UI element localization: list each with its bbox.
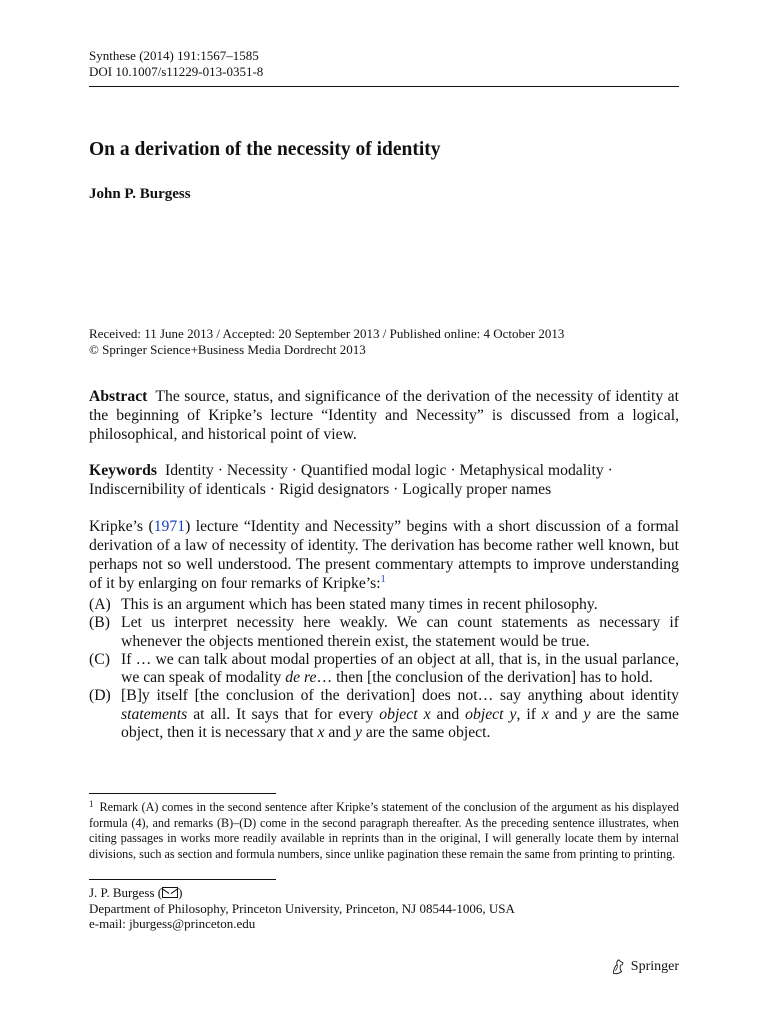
journal-citation: Synthese (2014) 191:1567–1585 (89, 48, 259, 63)
envelope-icon[interactable] (162, 887, 178, 898)
author-affiliation (89, 885, 679, 932)
remark-text (121, 651, 679, 688)
affiliation-name: J. P. Burgess ( (89, 885, 163, 900)
remark-text-part: and (430, 705, 466, 723)
citation-link[interactable]: 1971 (153, 518, 186, 535)
remark-text-part: at all. It says that for every (187, 705, 380, 723)
remark-italic: y (583, 705, 591, 723)
author-name: John P. Burgess (89, 186, 191, 202)
email[interactable]: e-mail: jburgess@princeton.edu (89, 916, 256, 931)
remark-italic: x (317, 724, 325, 742)
header-rule (89, 86, 679, 87)
remark-text-part: are the same object. (361, 724, 491, 742)
remark-marker: (C) (89, 650, 110, 668)
intro-text: ) lecture “Identity and Necessity” begins with a short discussion of a formal derivation of a law of necessity of identity. The derivation has become rather well known, but perhaps not so well understood. The present commentary attempts to improve understanding of it by enlarging on four remarks of Kripke’s: (89, 518, 679, 592)
remark-italic: y (354, 724, 362, 742)
abstract-text: The source, status, and significance of the derivation of the necessity of identity at the beginning of Kripke’s lecture “Identity and Necessity” is discussed from a logical, philosophical, and historical point of view. (89, 388, 679, 443)
remark-b (89, 614, 679, 651)
copyright-line: © Springer Science+Business Media Dordrecht 2013 (89, 342, 366, 357)
keywords-line-1: Identity · Necessity · Quantified modal logic · Metaphysical modality · (164, 462, 613, 479)
keywords (89, 461, 679, 499)
remark-marker: (B) (89, 614, 110, 632)
remark-text-part: are the same object, then it is necessary that (121, 705, 679, 742)
publisher-logo (609, 958, 679, 976)
remark-text-part: and (548, 705, 584, 723)
footnote-rule (89, 793, 276, 794)
dates-line: Received: 11 June 2013 / Accepted: 20 September 2013 / Published online: 4 October 2013 (89, 326, 565, 341)
intro-paragraph (89, 517, 679, 593)
keywords-line-2: Indiscernibility of identicals · Rigid designators · Logically proper names (89, 481, 552, 498)
affiliation-rule (89, 879, 276, 880)
paper-title: On a derivation of the necessity of identity (89, 139, 441, 160)
intro-text-start: Kripke’s ( (89, 518, 154, 535)
remark-text-part: , if (516, 705, 542, 723)
springer-horse-icon (609, 958, 627, 976)
publication-history (89, 326, 679, 358)
remark-d (89, 687, 679, 742)
abstract (89, 387, 679, 444)
remark-text: This is an argument which has been stated many times in recent philosophy. (121, 596, 598, 613)
remark-italic: de re (285, 669, 317, 687)
remark-c (89, 651, 679, 688)
remark-marker: (D) (89, 687, 111, 705)
footnote (89, 797, 679, 862)
affiliation-name-close: ) (178, 885, 183, 900)
remark-italic: x (541, 705, 549, 723)
remark-text-part: and (324, 724, 355, 742)
remark-text-part: [B]y itself [the conclusion of the derivation] does not… say anything about identity (121, 687, 679, 705)
remark-marker: (A) (89, 596, 111, 613)
remark-text: Let us interpret necessity here weakly. We can count statements as necessary if whenever the objects mentioned therein exist, the statement would be true. (121, 614, 679, 650)
remark-text (121, 687, 679, 742)
remark-italic: object y (465, 705, 517, 723)
remark-a (89, 596, 679, 614)
footnote-number: 1 (89, 799, 94, 809)
remark-italic: object x (379, 705, 431, 723)
keywords-label: Keywords (89, 462, 157, 479)
footnote-text: Remark (A) comes in the second sentence after Kripke’s statement of the conclusion of the argument as his displayed formula (4), and remarks (B)–(D) come in the second paragraph thereafter. As the preceding sentence illustrates, when citing passages in works more readily available in reprints than in the original, I will generally locate them by internal divisions, such as section and formula numbers, since unlike pagination these remain the same from printing to printing. (89, 800, 679, 861)
remarks-list (89, 596, 679, 742)
doi[interactable]: DOI 10.1007/s11229-013-0351-8 (89, 64, 264, 79)
department: Department of Philosophy, Princeton University, Princeton, NJ 08544-1006, USA (89, 900, 515, 916)
remark-text-part: … then [the conclusion of the derivation] has to hold. (316, 669, 653, 687)
journal-header (89, 48, 679, 80)
abstract-label: Abstract (89, 388, 148, 405)
remark-text-part: If … we can talk about modal properties of an object at all, that is, in the usual parlance, we can speak of modality (121, 650, 679, 687)
footnote-ref[interactable]: 1 (380, 574, 386, 585)
remark-italic: statements (121, 705, 188, 723)
publisher-name: Springer (630, 959, 679, 974)
